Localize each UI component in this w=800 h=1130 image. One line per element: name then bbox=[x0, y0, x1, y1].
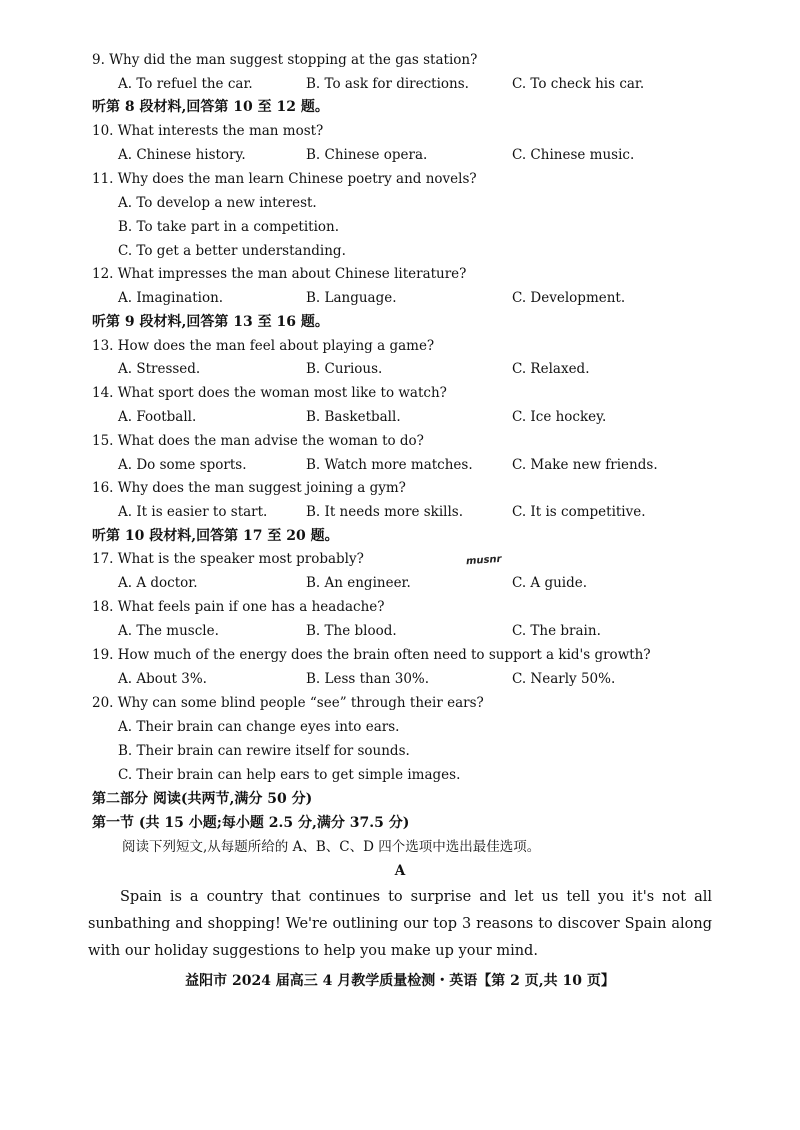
reading-instruction: 阅读下列短文,从每题所给的 A、B、C、D 四个选项中选出最佳选项。 bbox=[122, 839, 541, 855]
option-b: B. The blood. bbox=[306, 623, 397, 639]
option-c: C. Development. bbox=[512, 290, 626, 306]
question-18: 18. What feels pain if one has a headache? bbox=[92, 599, 385, 615]
option-c: C. A guide. bbox=[512, 575, 588, 591]
option-c: C. Make new friends. bbox=[512, 457, 658, 473]
option-a: A. About 3%. bbox=[118, 671, 207, 687]
option-a: A. Stressed. bbox=[118, 361, 201, 377]
option-a: A. Football. bbox=[118, 409, 197, 425]
option-a: A. Chinese history. bbox=[118, 147, 246, 163]
question-9: 9. Why did the man suggest stopping at the gas station? bbox=[92, 52, 478, 68]
option-a: A. Their brain can change eyes into ears. bbox=[118, 719, 400, 735]
listening-section-9: 听第 9 段材料,回答第 13 至 16 题。 bbox=[92, 314, 329, 330]
question-15: 15. What does the man advise the woman to do? bbox=[92, 433, 424, 449]
option-c: C. The brain. bbox=[512, 623, 601, 639]
option-c: C. To check his car. bbox=[512, 76, 645, 92]
option-b: B. An engineer. bbox=[306, 575, 411, 591]
option-b: B. Basketball. bbox=[306, 409, 401, 425]
passage-text: Spain is a country that continues to surprise and let us tell you it's not all sunbathing and shopping! We're outlining our top 3 reasons to discover Spain along with our holiday suggestions to help you make up your mind. bbox=[88, 889, 712, 959]
section-one-title: 第一节 (共 15 小题;每小题 2.5 分,满分 37.5 分) bbox=[92, 815, 410, 831]
passage-label: A bbox=[394, 863, 406, 879]
option-a: A. Do some sports. bbox=[118, 457, 247, 473]
option-b: B. Chinese opera. bbox=[306, 147, 428, 163]
option-c: C. It is competitive. bbox=[512, 504, 646, 520]
option-b: B. To take part in a competition. bbox=[118, 219, 340, 235]
option-c: C. Ice hockey. bbox=[512, 409, 607, 425]
option-c: C. Their brain can help ears to get simple images. bbox=[118, 767, 461, 783]
question-17: 17. What is the speaker most probably? bbox=[92, 551, 364, 567]
question-19: 19. How much of the energy does the brain often need to support a kid's growth? bbox=[92, 647, 651, 663]
option-c: C. Chinese music. bbox=[512, 147, 635, 163]
option-b: B. Curious. bbox=[306, 361, 383, 377]
listening-section-10: 听第 10 段材料,回答第 17 至 20 题。 bbox=[92, 528, 339, 544]
option-b: B. Less than 30%. bbox=[306, 671, 430, 687]
option-b: B. Language. bbox=[306, 290, 397, 306]
option-a: A. To refuel the car. bbox=[118, 76, 253, 92]
part-two-title: 第二部分 阅读(共两节,满分 50 分) bbox=[92, 791, 313, 807]
handwritten-note: musnr bbox=[465, 553, 502, 568]
option-a: A. It is easier to start. bbox=[118, 504, 268, 520]
question-14: 14. What sport does the woman most like to watch? bbox=[92, 385, 447, 401]
page-footer: 益阳市 2024 届高三 4 月教学质量检测・英语【第 2 页,共 10 页】 bbox=[185, 973, 615, 989]
option-b: B. Their brain can rewire itself for sounds. bbox=[118, 743, 410, 759]
question-10: 10. What interests the man most? bbox=[92, 123, 324, 139]
question-12: 12. What impresses the man about Chinese literature? bbox=[92, 266, 467, 282]
option-a: A. A doctor. bbox=[118, 575, 198, 591]
question-20: 20. Why can some blind people “see” through their ears? bbox=[92, 695, 484, 711]
question-11: 11. Why does the man learn Chinese poetry and novels? bbox=[92, 171, 477, 187]
listening-section-8: 听第 8 段材料,回答第 10 至 12 题。 bbox=[92, 99, 329, 115]
question-16: 16. Why does the man suggest joining a gym? bbox=[92, 480, 406, 496]
option-c: C. Relaxed. bbox=[512, 361, 590, 377]
option-b: B. Watch more matches. bbox=[306, 457, 473, 473]
option-c: C. Nearly 50%. bbox=[512, 671, 616, 687]
option-b: B. To ask for directions. bbox=[306, 76, 469, 92]
option-a: A. Imagination. bbox=[118, 290, 224, 306]
option-a: A. The muscle. bbox=[118, 623, 219, 639]
option-a: A. To develop a new interest. bbox=[118, 195, 317, 211]
option-b: B. It needs more skills. bbox=[306, 504, 464, 520]
question-13: 13. How does the man feel about playing a game? bbox=[92, 338, 435, 354]
option-c: C. To get a better understanding. bbox=[118, 243, 346, 259]
